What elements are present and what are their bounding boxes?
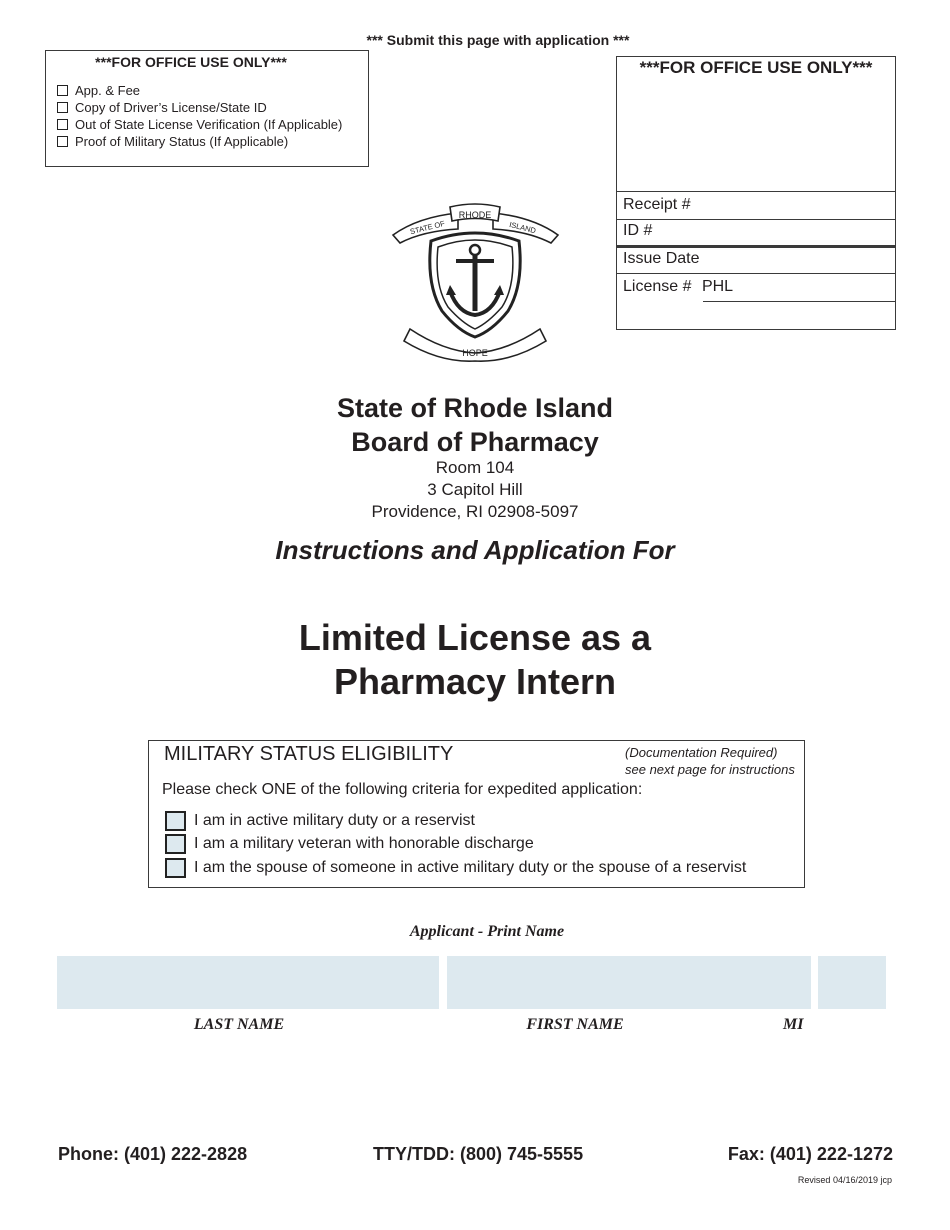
address-street: 3 Capitol Hill xyxy=(427,480,523,499)
military-prompt: Please check ONE of the following criteria for expedited application: xyxy=(162,781,643,798)
first-name-input[interactable] xyxy=(447,956,811,1009)
instructions-heading: Instructions and Application For xyxy=(275,535,675,565)
office-check-label: App. & Fee xyxy=(75,83,141,98)
last-name-input[interactable] xyxy=(57,956,439,1009)
receipt-field[interactable] xyxy=(617,196,895,214)
state-name: State of Rhode Island xyxy=(336,393,614,423)
seal-right-text: ISLAND xyxy=(508,219,537,236)
office-checkbox[interactable] xyxy=(57,119,68,130)
documentation-instructions: see next page for instructions xyxy=(625,762,795,777)
seal-top-text: RHODE xyxy=(458,210,492,220)
state-seal-logo xyxy=(388,203,563,363)
office-checkbox[interactable] xyxy=(57,102,68,113)
seal-left-text: STATE OF xyxy=(409,218,446,237)
office-use-checklist xyxy=(45,50,369,167)
veteran-checkbox[interactable] xyxy=(165,834,186,854)
license-underline xyxy=(703,301,895,302)
issue-date-label: Issue Date xyxy=(623,250,700,267)
office-use-title: ***FOR OFFICE USE ONLY*** xyxy=(95,54,287,70)
form-title-line1: Limited License as a xyxy=(298,617,652,658)
first-name-label: FIRST NAME xyxy=(526,1016,624,1033)
office-check-label: Proof of Military Status (If Applicable) xyxy=(75,134,289,149)
phone-number: Phone: (401) 222-2828 xyxy=(58,1144,248,1164)
office-check-item xyxy=(57,82,342,99)
applicant-name-label: Applicant - Print Name xyxy=(409,923,565,940)
military-option-label: I am a military veteran with honorable discharge xyxy=(194,835,534,852)
middle-initial-input[interactable] xyxy=(818,956,886,1009)
license-prefix: PHL xyxy=(701,278,734,295)
divider xyxy=(617,245,895,248)
military-heading: MILITARY STATUS ELIGIBILITY xyxy=(164,743,454,765)
office-use-record xyxy=(616,56,896,330)
middle-initial-label: MI xyxy=(783,1016,804,1033)
submit-note: *** Submit this page with application *** xyxy=(366,32,630,48)
military-option-label: I am in active military duty or a reservist xyxy=(194,812,475,829)
office-check-item xyxy=(57,116,342,133)
military-option-label: I am the spouse of someone in active military duty or the spouse of a reservist xyxy=(194,859,747,876)
seal-bottom-text: HOPE xyxy=(462,348,488,358)
office-check-label: Out of State License Verification (If Applicable) xyxy=(75,117,343,132)
receipt-label: Receipt # xyxy=(623,196,691,213)
id-label: ID # xyxy=(623,222,653,239)
documentation-note xyxy=(625,744,795,778)
office-checkbox[interactable] xyxy=(57,136,68,147)
divider xyxy=(617,273,895,274)
board-name: Board of Pharmacy xyxy=(351,427,599,457)
address-city: Providence, RI 02908-5097 xyxy=(371,502,579,521)
divider xyxy=(617,219,895,220)
id-field[interactable] xyxy=(617,222,895,240)
last-name-label: LAST NAME xyxy=(193,1016,285,1033)
fax-number: Fax: (401) 222-1272 xyxy=(727,1144,893,1164)
address-room: Room 104 xyxy=(435,458,515,477)
military-option xyxy=(165,858,746,878)
tty-number: TTY/TDD: (800) 745-5555 xyxy=(373,1144,584,1164)
office-check-label: Copy of Driver’s License/State ID xyxy=(75,100,267,115)
revision-note: Revised 04/16/2019 jcp xyxy=(797,1175,892,1185)
spouse-checkbox[interactable] xyxy=(165,858,186,878)
military-status-section xyxy=(148,740,805,888)
documentation-required: (Documentation Required) xyxy=(625,745,778,760)
military-option xyxy=(165,834,534,854)
office-checkbox[interactable] xyxy=(57,85,68,96)
office-check-item xyxy=(57,99,342,116)
office-checklist xyxy=(57,82,342,150)
office-use-title: ***FOR OFFICE USE ONLY*** xyxy=(639,58,873,77)
form-title-line2: Pharmacy Intern xyxy=(333,661,617,702)
license-label: License # xyxy=(623,278,692,295)
office-check-item xyxy=(57,133,342,150)
issue-date-field[interactable] xyxy=(617,250,895,268)
license-field[interactable] xyxy=(617,278,895,296)
military-option xyxy=(165,811,475,831)
active-duty-checkbox[interactable] xyxy=(165,811,186,831)
divider xyxy=(617,191,895,192)
